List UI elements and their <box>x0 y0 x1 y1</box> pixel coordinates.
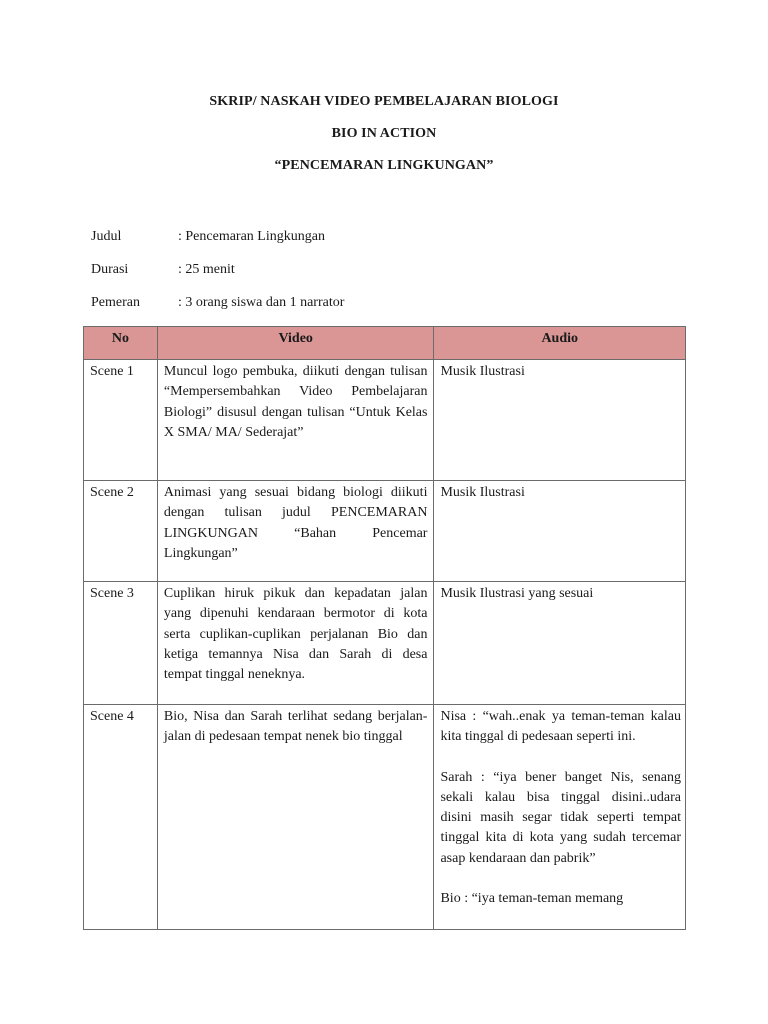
table-row <box>84 481 686 582</box>
meta-key: Durasi <box>91 262 129 277</box>
scene-number: Scene 4 <box>84 705 158 930</box>
video-description: Animasi yang sesuai bidang biologi diikuti dengan tulisan judul PENCEMARAN LINGKUNGAN “Bahan Pencemar Lingkungan” <box>157 481 434 582</box>
document-subtitle: BIO IN ACTION <box>331 126 437 141</box>
table-row <box>84 582 686 705</box>
script-table <box>83 326 686 930</box>
video-description: Muncul logo pembuka, diikuti dengan tulisan “Mempersembahkan Video Pembelajaran Biologi” disusul dengan tulisan “Untuk Kelas X SMA/ MA/ Sederajat” <box>157 360 434 481</box>
audio-line: Musik Ilustrasi <box>440 364 525 379</box>
scene-number: Scene 3 <box>84 582 158 705</box>
audio-description <box>434 582 686 705</box>
column-header-audio: Audio <box>434 327 686 360</box>
audio-description <box>434 360 686 481</box>
video-description: Cuplikan hiruk pikuk dan kepadatan jalan yang dipenuhi kendaraan bermotor di kota serta cuplikan-cuplikan perjalanan Bio dan ketiga temannya Nisa dan Sarah di desa tempat tinggal neneknya. <box>157 582 434 705</box>
video-description: Bio, Nisa dan Sarah terlihat sedang berjalan-jalan di pedesaan tempat nenek bio tinggal <box>157 705 434 930</box>
meta-key: Pemeran <box>91 295 140 310</box>
document-header <box>0 92 768 188</box>
scene-number: Scene 1 <box>84 360 158 481</box>
meta-row-judul <box>91 227 591 260</box>
table-row <box>84 705 686 930</box>
audio-description <box>434 705 686 930</box>
meta-value: : 3 orang siswa dan 1 narrator <box>178 295 345 310</box>
document-title: SKRIP/ NASKAH VIDEO PEMBELAJARAN BIOLOGI <box>209 94 559 109</box>
meta-value: : 25 menit <box>178 262 235 277</box>
dialogue-line-bio: Bio : “iya teman-teman memang <box>440 891 624 907</box>
audio-line: Musik Ilustrasi <box>440 485 525 500</box>
column-header-video: Video <box>157 327 434 360</box>
meta-row-pemeran <box>91 293 591 326</box>
document-topic: “PENCEMARAN LINGKUNGAN” <box>274 158 494 173</box>
scene-number: Scene 2 <box>84 481 158 582</box>
meta-row-durasi <box>91 260 591 293</box>
audio-line: Musik Ilustrasi yang sesuai <box>440 586 594 601</box>
table-header-row <box>84 327 686 360</box>
script-metadata <box>91 227 591 326</box>
column-header-no: No <box>84 327 158 360</box>
dialogue-line-sarah: Sarah : “iya bener banget Nis, senang sekali kalau bisa tinggal disini..udara disini masih segar tidak seperti tempat tinggal kita di kota yang sudah tercemar asap kendaraan dan pabrik” <box>440 769 681 866</box>
meta-value: : Pencemaran Lingkungan <box>178 229 325 244</box>
audio-description <box>434 481 686 582</box>
meta-key: Judul <box>91 229 122 244</box>
table-row <box>84 360 686 481</box>
dialogue-block <box>440 707 681 913</box>
dialogue-line-nisa: Nisa : “wah..enak ya teman-teman kalau kita tinggal di pedesaan seperti ini. <box>440 709 681 745</box>
